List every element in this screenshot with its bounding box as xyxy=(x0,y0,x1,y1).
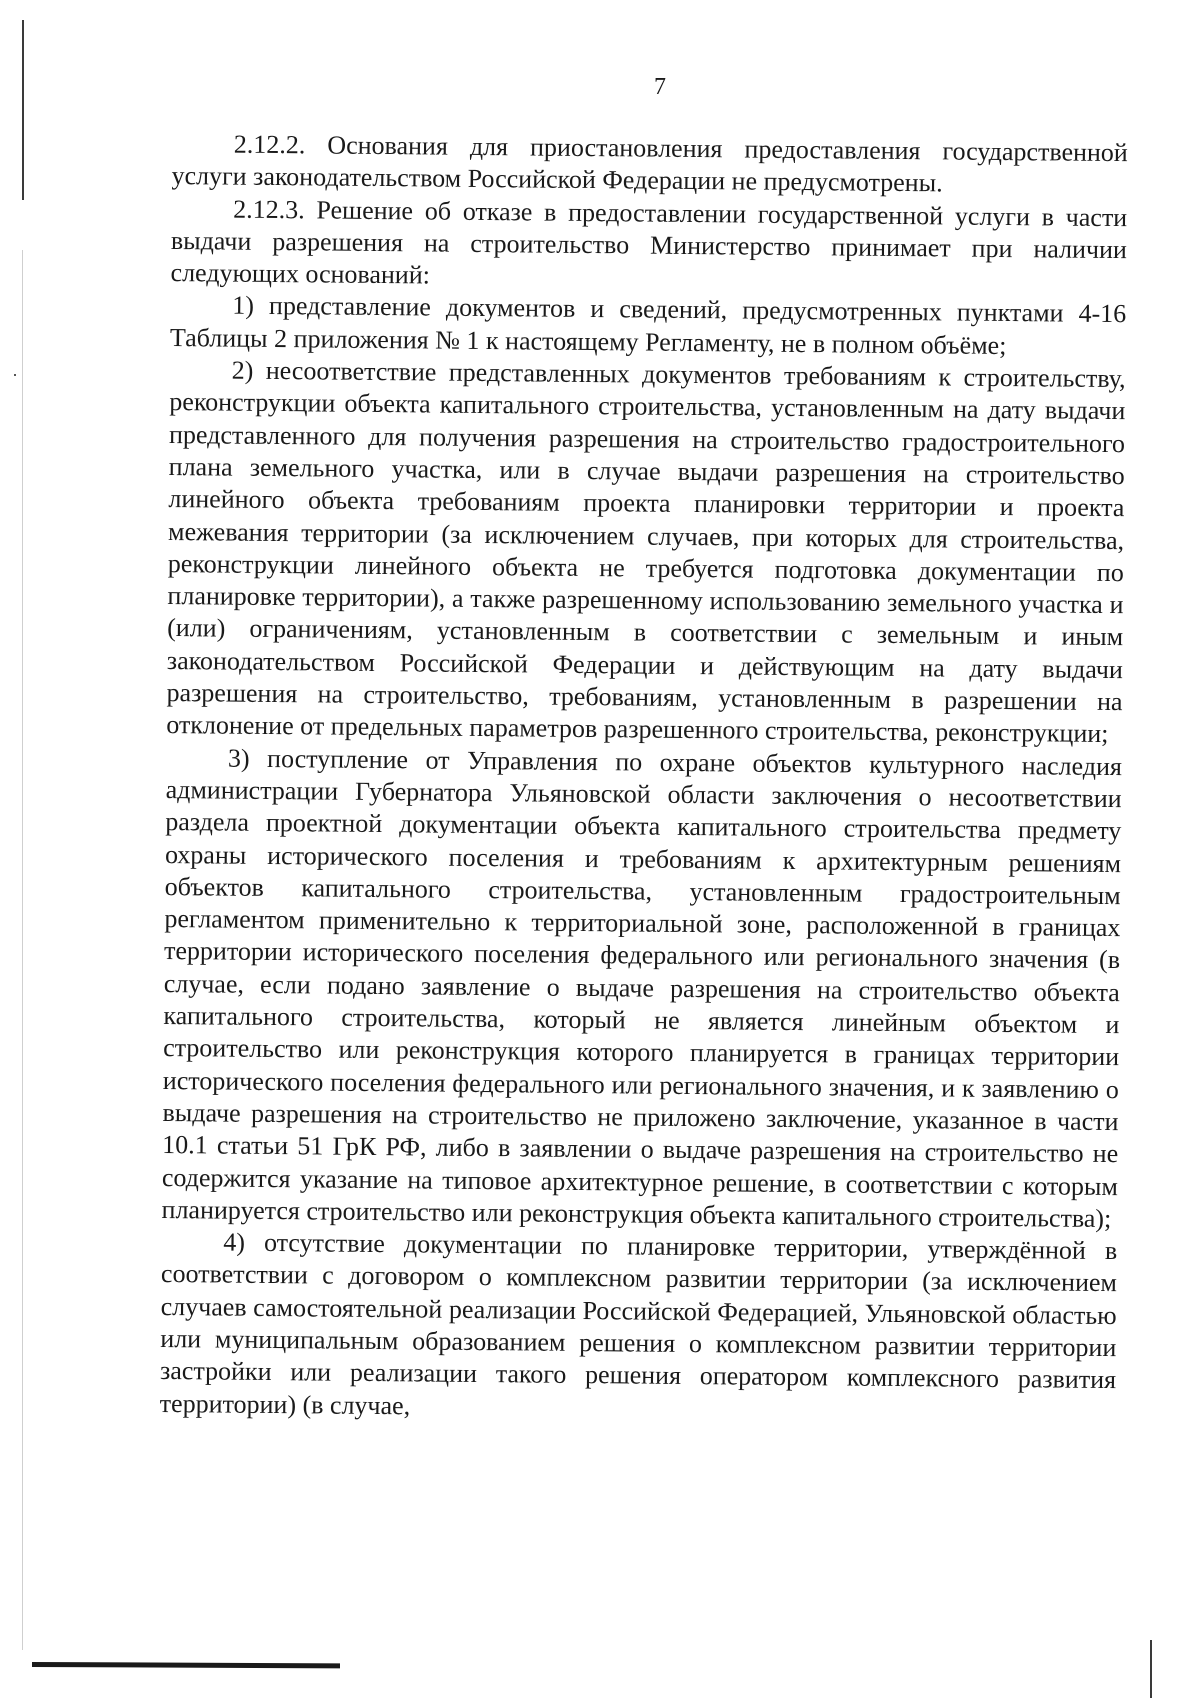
paragraph-item-3: 3) поступление от Управления по охране объектов культурного наследия администрации Губернатора Ульяновской области заключения о несоответствии раздела проектной документации объекта капитального строительства предмету охраны исторического поселения и требованиям к архитектурным решениям объектов капитального строительства, установленным градостроительным регламентом применительно к территориальной зоне, расположенной в границах территории исторического поселения федерального или регионального значения (в случае, если подано заявление о выдаче разрешения на строительство объекта капитального строительства, который не является линейным объектом и строительство или реконструкция которого планируется в границах территории исторического поселения федерального или регионального значения, и к заявлению о выдаче разрешения на строительство не приложено заключение, указанное в части 10.1 статьи 51 ГрК РФ, либо в заявлении о выдаче разрешения на строительство не содержится указание на типовое архитектурное решение, в соответствии с которым планируется строительство или реконструкция объекта капитального строительства); xyxy=(161,743,1123,1233)
paragraph-item-1: 1) представление документов и сведений, предусмотренных пунктами 4-16 Таблицы 2 приложения № 1 к настоящему Регламенту, не в полном объёме; xyxy=(169,291,1127,360)
page-number: 7 xyxy=(654,74,666,100)
paragraph-item-4: 4) отсутствие документации по планировке территории, утверждённой в соответствии с договором о комплексном развитии территории (за исключением случаев самостоятельной реализации Российской Федерацией, Ульяновской областью или муниципальным образованием решения о комплексном развитии территории застройки или реализации такого решения оператором комплексного развития территории) (в случае, xyxy=(159,1227,1118,1420)
scan-edge-left xyxy=(22,20,24,200)
paragraph-item-2: 2) несоответствие представленных документов требованиям к строительству, реконструкции объекта капитального строительства, установленным на дату выдачи представленного для получения разрешения на строительство градостроительного плана земельного участка, или в случае выдачи разрешения на строительство линейного объекта требованиям проекта планировки территории и проекта межевания территории (за исключением случаев, при которых для строительства, реконструкции линейного объекта не требуется подготовка документации по планировке территории), а также разрешенному использованию земельного участка и (или) ограничениям, установленным в соответствии с земельным и иным законодательством Российской Федерации и действующим на дату выдачи разрешения на строительство, требованиям, установленным в разрешении на отклонение от предельных параметров разрешенного строительства, реконструкции; xyxy=(166,355,1126,749)
scan-edge-left-faint xyxy=(22,250,23,1650)
paragraph-2-12-3: 2.12.3. Решение об отказе в предоставлении государственной услуги в части выдачи разрешения на строительство Министерство принимает при наличии следующих оснований: xyxy=(170,194,1128,290)
scan-edge-bottom xyxy=(32,1662,340,1668)
paragraph-2-12-2: 2.12.2. Основания для приостановления предоставления государственной услуги законодательством Российской Федерации не предусмотрены. xyxy=(171,129,1128,198)
scan-edge-right xyxy=(1150,1640,1152,1698)
scan-speck xyxy=(14,374,16,376)
document-body xyxy=(160,128,1128,1429)
